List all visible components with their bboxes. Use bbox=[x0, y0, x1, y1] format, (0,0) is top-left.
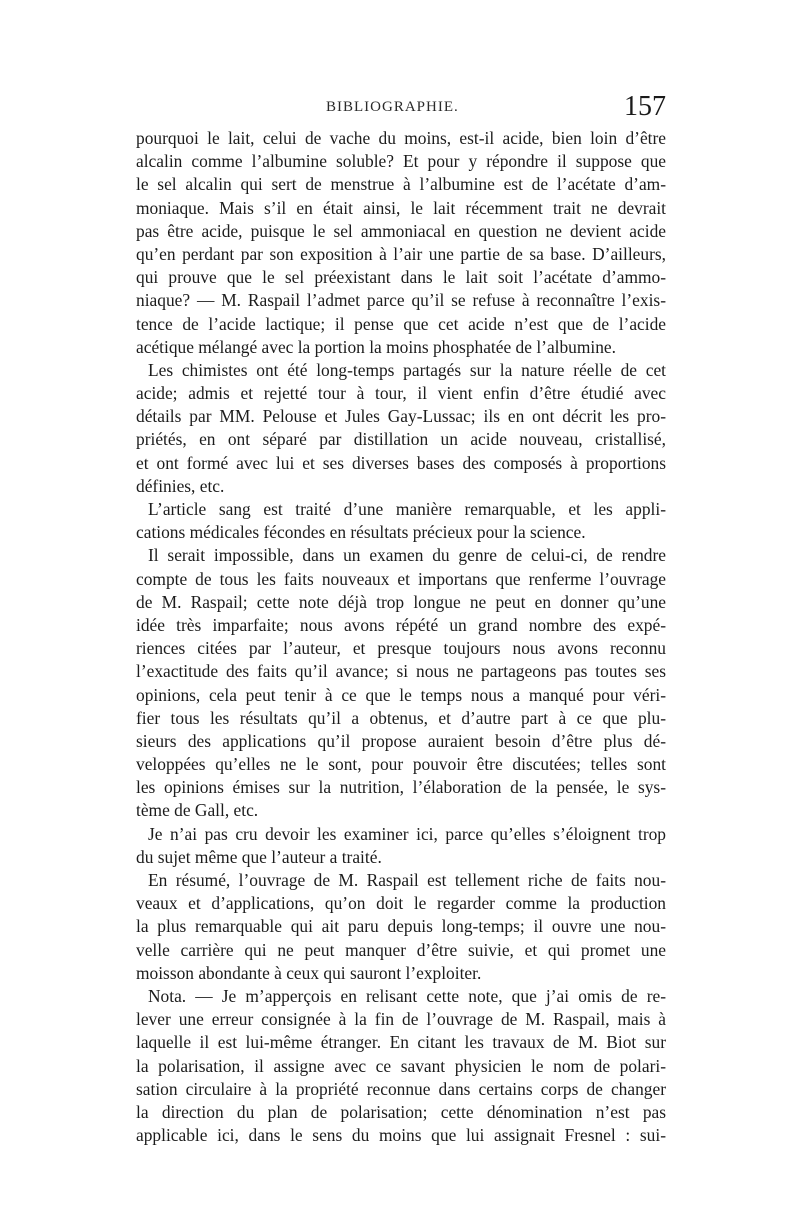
text-line: la polarisation, il assigne avec ce savant physicien le nom de polari- bbox=[136, 1055, 666, 1076]
text-line: niaque? — M. Raspail l’admet parce qu’il se refuse à reconnaître l’exis- bbox=[136, 290, 666, 311]
text-line: la plus remarquable qui ait paru depuis long-temps; il ouvre une nou- bbox=[136, 916, 666, 937]
body-text bbox=[136, 127, 666, 1147]
text-line: pourquoi le lait, celui de vache du moins, est-il acide, bien loin d’être bbox=[136, 128, 666, 148]
text-line: détails par MM. Pelouse et Jules Gay-Lussac; ils en ont décrit les pro- bbox=[136, 406, 666, 427]
text-line: définies, etc. bbox=[136, 475, 225, 496]
text-line: applicable ici, dans le sens du moins que lui assignait Fresnel : sui- bbox=[136, 1125, 666, 1146]
text-line: qui prouve que le sel préexistant dans le lait soit l’acétate d’ammo- bbox=[136, 267, 666, 288]
text-line: le sel alcalin qui sert de menstrue à l’albumine est de l’acétate d’am- bbox=[136, 174, 666, 195]
text-line: moniaque. Mais s’il en était ainsi, le lait récemment trait ne devrait bbox=[136, 197, 666, 218]
text-line: alcalin comme l’albumine soluble? Et pour y répondre il suppose que bbox=[136, 151, 666, 172]
text-line: sation circulaire à la propriété reconnue dans certains corps de changer bbox=[136, 1078, 666, 1099]
text-line: la direction du plan de polarisation; cette dénomination n’est pas bbox=[136, 1101, 666, 1122]
running-head: BIBLIOGRAPHIE. bbox=[326, 99, 459, 115]
text-line: veaux et d’applications, qu’on doit le regarder comme la production bbox=[136, 893, 666, 914]
text-line: Il serait impossible, dans un examen du genre de celui-ci, de rendre bbox=[148, 545, 666, 566]
page-number: 157 bbox=[624, 91, 666, 122]
text-line: sieurs des applications qu’il propose auraient besoin d’être plus dé- bbox=[136, 730, 666, 751]
text-line: Je n’ai pas cru devoir les examiner ici, parce qu’elles s’éloignent trop bbox=[148, 823, 666, 844]
text-line: tence de l’acide lactique; il pense que cet acide n’est que de l’acide bbox=[136, 313, 666, 334]
text-line: du sujet même que l’auteur a traité. bbox=[136, 846, 382, 867]
text-line: tème de Gall, etc. bbox=[136, 800, 259, 821]
text-line: l’exactitude des faits qu’il avance; si nous ne partageons pas toutes ses bbox=[136, 661, 666, 682]
text-line: opinions, cela peut tenir à ce que le temps nous a manqué pour véri- bbox=[136, 684, 666, 705]
text-line: velle carrière qui ne peut manquer d’être suivie, et qui promet une bbox=[136, 939, 666, 960]
text-line: moisson abondante à ceux qui sauront l’exploiter. bbox=[136, 962, 482, 983]
text-line: priétés, en ont séparé par distillation un acide nouveau, cristallisé, bbox=[136, 429, 666, 450]
text-line: veloppées qu’elles ne le sont, pour pouvoir être discutées; telles sont bbox=[136, 754, 666, 775]
text-line: de M. Raspail; cette note déjà trop longue ne peut en donner qu’une bbox=[136, 591, 666, 612]
text-line: lever une erreur consignée à la fin de l’ouvrage de M. Raspail, mais à bbox=[136, 1009, 666, 1030]
text-line: cations médicales fécondes en résultats précieux pour la science. bbox=[136, 522, 586, 543]
text-line: acide; admis et rejetté tour à tour, il vient enfin d’être étudié avec bbox=[136, 383, 666, 404]
text-line: riences citées par l’auteur, et presque toujours nous avons reconnu bbox=[136, 638, 666, 659]
text-line: et ont formé avec lui et ses diverses bases des composés à proportions bbox=[136, 452, 666, 473]
text-line: L’article sang est traité d’une manière remarquable, et les appli- bbox=[148, 499, 666, 519]
text-line: Les chimistes ont été long-temps partagés sur la nature réelle de cet bbox=[148, 359, 666, 380]
text-line: pas être acide, puisque le sel ammoniacal en question ne devient acide bbox=[136, 220, 666, 241]
text-line: acétique mélangé avec la portion la moins phosphatée de l’albumine. bbox=[136, 336, 617, 357]
text-line: fier tous les résultats qu’il a obtenus, et d’autre part à ce que plu- bbox=[136, 707, 666, 728]
text-line: qu’en perdant par son exposition à l’air une partie de sa base. D’ailleurs, bbox=[136, 243, 666, 264]
text-line: les opinions émises sur la nutrition, l’élaboration de la pensée, le sys- bbox=[136, 777, 666, 798]
text-line: idée très imparfaite; nous avons répété un grand nombre des expé- bbox=[136, 614, 666, 635]
text-line: laquelle il est lui-même étranger. En citant les travaux de M. Biot sur bbox=[136, 1032, 666, 1053]
text-line: En résumé, l’ouvrage de M. Raspail est tellement riche de faits nou- bbox=[148, 870, 666, 890]
text-line: compte de tous les faits nouveaux et importans que renferme l’ouvrage bbox=[136, 568, 666, 589]
text-line: Nota. — Je m’apperçois en relisant cette note, que j’ai omis de re- bbox=[148, 985, 666, 1006]
